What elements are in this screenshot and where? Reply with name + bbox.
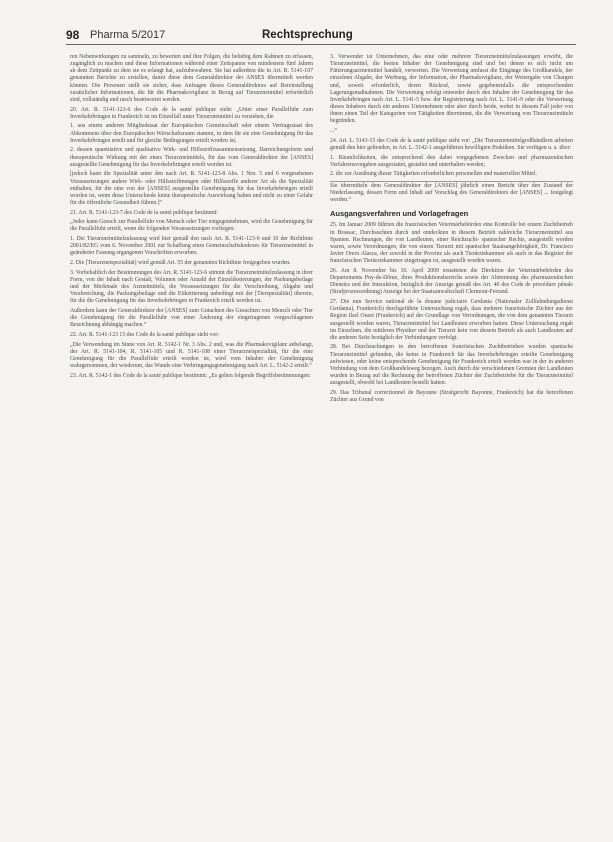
- paragraph: 1. Räumlichkeiten, die entsprechend den dabei vorgegebenen Zwecken und pharmazeutischen Verfahrensvorgaben ausgestattet, gestaltet und unterhalten werden;: [330, 154, 573, 168]
- paragraph: 24. Art. L. 5143-15 des Code de la santé publique sieht vor: „Die Tierarzneimittelgroßhändlern arbeiten gemäß den hier geltenden, in Art. L. 5142-1 ausgeführten bewilligten Praktiken. Sie verfügen u. a. über:: [330, 137, 573, 151]
- left-column: [70, 54, 313, 382]
- paragraph: 28. Bei Durchsuchungen in den betroffenen französischen Zuchtbetrieben wurden spanische Tierarzneimittel gefunden, die keine in Frankreich für das Inverkehrbringen erteilte Genehmigung aufwiesen, oder keine entsprechende Genehmigung für Frankreich erteilt worden war in der in anderen Verbindung von dem Großhandelsweg bezogen. Auch durch die verschiedenen Gremien der Landleuten wurden in Bezug auf die Rechnung der betroffenen Züchter der Zuchtbetriebe für die Tierarzneimittel ausgestellt, obwohl bei Landleuten bestellt hatten.: [330, 344, 573, 387]
- paragraph: 20. Art. R. 5141-123-6 des Code de la santé publique sieht: „Unter einer Parallelfuhr zum Inverkehrbringen in Frankreich ist im Einzelfall unter Tierarzneimittel zu verstehen, die: [70, 106, 313, 120]
- paragraph: „Die Verwendung im Sinne von Art. R. 5142-1 Nr. 3 Abs. 2 und, was die Pharmakovigilanz anbelangt, der Art. R. 5141-104, R. 5141-105 und R. 5141-108 einer Tierarzneispezialität, für die eine Genehmigung für die Parallelfuhr erteilt worden ist, wird vom Inhaber der Genehmigung wahrgenommen, der wiederum, das Wunde eine Verbringungsgenehmigung nach Art. L. 5142-2 erteilt.“: [70, 341, 313, 370]
- paragraph: 21. Art. R. 5141-123-7 des Code de la santé publique bestimmt:: [70, 209, 218, 216]
- paragraph: 1. Die Tierarzneimittelzulassung wird hier gemäß den nach Art. R. 5141-123-9 und 10 der Richtlinie 2001/82/EG vom 6. November 2001 zur Schaffung eines Gemeinschaftskodexes für Tierarzneimittel in geänderter Fassung ergangenen Vorschriften erworben.: [70, 236, 313, 257]
- paragraph: 2. Die [Tierarzneispezialität] wird gemäß Art. 55 der genannten Richtlinie freigegeben wurden.: [70, 260, 291, 267]
- page-header: [66, 24, 576, 46]
- paragraph: Außerdem kann der Generaldirektor der [ANSES] zum Gutachten des Gesuchten von Mensch oder Tier die Genehmigung für die Parallelfuhr von einer Änderung der eingetragenen vorgeschlagenen Bezeichnung abhängig machen.“: [70, 308, 313, 329]
- paragraph: 23. Art. R. 5142-1 des Code de la santé publique bestimmt: „Es gelten folgende Begriffsbestimmungen:: [70, 372, 311, 379]
- paragraph: 29. Das Tribunal correctionnel de Bayonne (Strafgericht Bayonne, Frankreich) hat die betroffenen Züchter aus Grund von: [330, 389, 573, 404]
- section-title: Rechtsprechung: [262, 29, 353, 41]
- paragraph: [jedoch kann die Spezialität unter den nach Art. R. 5141-123-8 Abs. 1 Nrn. 5 und 6 vorgesehenen Voraussetzungen andere Wirk- oder Hilfsstoffmengen oder Hilfsstoffe anderer Art als die Spezialität enthalten, für die eine von der [ANSES] ausgestellte Genehmigung für das Inverkehrbringen erteilt worden ist, wenn diese Unterschiede keine therapeutische Auswirkung haben und nicht zu einer Gefahr für die öffentliche Gesundheit führen.]“: [70, 171, 313, 206]
- header-rule: [66, 44, 576, 45]
- paragraph: 27. Die nun Service national de la douane judiciaire Gerdania (Nationaler Zollfahndungsdienst Gerdania), Frankreich) durchgeführte Untersuchung ergab, dass mehrere französische Züchter aus der Region Ilsel Ouest (Frankreich) auf der Grundlage von Verordnungen, die von dem genannten Tierarzt ausgestellt worden waren, Tierarzneimittel bei Landleuten erworben hatten. Diese Untersuchung ergab im Einzelnen, die mittleren Physiker und der Tierarzt kein von diesem Betrieb als auch Landleuten auf die anderen Seite bezüglich der Verbindungen verfolgt.: [330, 299, 573, 341]
- paragraph: 3. Verwender ist Unternehmen, das eine oder mehrere Tierarzneimittelzulassungen erwirbt, die Tierarzneimittel, die besten Inhaber der Genehmigung sind und bei denen es sich nicht um Fütterungsarzneimittel handelt, verwerten. Die Verwertung umfasst die Eingänge des Großhandels, der einzelnen Abgabe, der Werbung, der Information, der Pharmakovigilanz, der Weitergabe von Chargen und, soweit erforderlich, deren Rückruf, sowie gegebenenfalls die entsprechenden Lagerungsmaßnahmen. Die Verwertung erfolgt entweder durch den Inhaber der Genehmigung für das Inverkehrbringen nach Art. L. 5141-5 bzw. der Registrierung nach Art. L. 5141-9 oder die Verwertung dieses Inhabers durch ein anderes Unternehmen oder aber durch beide, wobei in diesem Fall jeder von ihnen einen Teil der Kategorien von Tätigkeiten übernimmt, die die Verwertung von Tierarzneimitteln begründen.: [330, 54, 573, 125]
- paragraph: 1. aus einem anderen Mitgliedstaat der Europäischen Gemeinschaft oder einem Vertragsstaat des Abkommens über den Europäischen Wirtschaftsraum stammt, in dem für sie eine Genehmigung für das Inverkehrbringen erteilt und für gleiche Bedingungen erteilt worden ist;: [70, 123, 313, 144]
- paragraph: 2. dessen quantitative und qualitative Wirk- und Hilfsstoffzusammensetzung, Darreichungsform und therapeutische Wirkung mit der eines Tierarzneimittels, für das vom Generaldirektor der [ANSES] ausgestellte Genehmigung für das Inverkehrbringen erteilt worden ist.: [70, 147, 313, 168]
- paragraph: 3. Vorbehaltlich der Bestimmungen des Art. R. 5141-123-6 stimmt die Tierarzneimittelzulassung in ihrer Form, von der Inhalt nach Gestalt, Volumen oder Anzahl der Einzeldosierungen, der Packungsbeilage und der Merkmale des Arzneimittels, die Voraussetzungen für die Verschreibung, Abgabe und Verabreichung, die Packungsbeilage und die Etikettierung unbedingt mit der [Tierspezialität] überein, für die die Genehmigung für das Inverkehrbringen in Frankreich erteilt worden ist.: [70, 269, 313, 305]
- paragraph: Sie übermitteln dem Generaldirektor der [ANSES] jährlich einen Bericht über den Zustand der Niederlassung, dessen Form und Inhalt auf Vorschlag des Generaldirektors der [ANSES] ... festgelegt werden.“: [330, 183, 573, 204]
- paragraph: ...“: [330, 128, 337, 135]
- section-heading: Ausgangsverfahren und Vorlagefragen: [330, 209, 469, 219]
- paragraph: ren Nebenwirkungen zu sammeln, zu bewerten und ihre Folgen, die beliebig dem Rahmen zu erfassen, zugänglich zu machen und diese Informationen während einer Zeitspanne von mindestens fünf Jahren ab dem Zeitpunkt zu dem sie es erlangt hat, aufzubewahren. Sie hat außerdem die in Art. R. 5141-107 genannten Berichte zu erstellen, damit diese dem Generaldirektor der ANSES übermittelt werden können. Die Personen stellt sie sicher, dass Anfragen dieses Generaldirektors auf Bereitstellung zusätzlicher Informationen, die für die Pharmakovigilanz in Bezug auf Tierarzneimittel erforderlich sind, vollständig und rasch beantwortet werden.: [70, 54, 313, 103]
- paragraph: 25. Im Januar 2009 führten die französischen Veterinärbehörden eine Kontrolle bei einem Zuchtbetrieb in Brassac, Durchsuchten durch und entdeckten in diesem Betrieb zahlreiche Tierarzneimittel aus Spanien. Rechnungen, die von Landleuten, einer Reichzucht- spanischer Rechts, ausgestellt worden waren, sowie Verordnungen, die von einem Tierarzt mit spanischer Staatsangehörigkeit, Dr. Francisco Javier Orero Alasca, der sowohl in der Provinz als auch Tierärztekammer als auch in das Register der französischen Tierärztekammer eingetragen ist, ausgestellt worden waren.: [330, 222, 573, 265]
- journal-name: Pharma 5/2017: [90, 29, 166, 41]
- paragraph: 26. Am 8. November bis 10. April 2009 erstatteten die Direktion der Veterinärbehörden des Departements Puy-de-Dôme, ihres Produktionsbereichs sowie der Abtrennung des pharmazeutischen Dienstes und der Interaktion, bezüglich der Anzeige gemäß des Art. 40 des Code de procédure pénale (Strafprozessordnung) Anzeige bei der Staatsanwaltschaft Clermont-Ferrand.: [330, 267, 573, 296]
- page-number: 98: [66, 28, 80, 42]
- paragraph: 2. die zur Ausübung dieser Tätigkeiten erforderlichen personellen und materiellen Mittel.: [330, 171, 537, 178]
- paragraph: „Jeder kann Gesuch zur Parallelfuhr von Mensch oder Tier entgegennehmen, wird die Genehmigung für die Parallelfuhr erteilt, wenn die folgenden Voraussetzungen vorliegen:: [70, 219, 313, 233]
- right-column: [330, 54, 573, 407]
- paragraph: 22. Art. R. 5141-123 15 des Code de la santé publique sieht vor:: [70, 331, 219, 338]
